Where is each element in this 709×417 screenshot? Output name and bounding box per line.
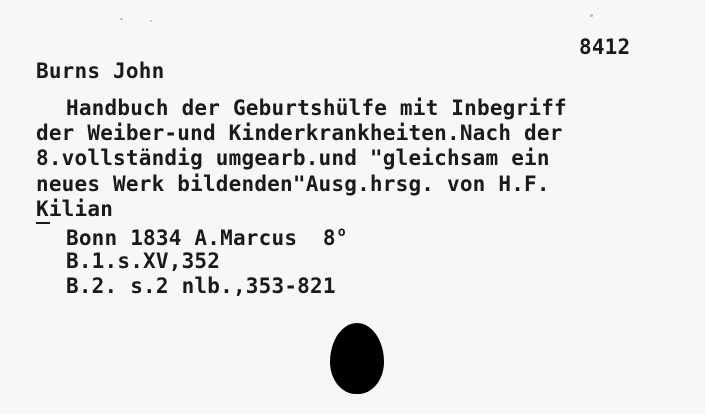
- format-superscript: o: [337, 225, 346, 240]
- punch-hole: [330, 323, 384, 394]
- author-heading: Burns John: [36, 59, 165, 83]
- title-line-3: 8.vollständig umgearb.und "gleichsam ein: [36, 146, 550, 170]
- paper-speck: [150, 20, 152, 22]
- volume-2-line: B.2. s.2 nlb.,353-821: [66, 274, 336, 298]
- imprint-text: Bonn 1834 A.Marcus 8: [66, 226, 336, 250]
- title-line-2: der Weiber-und Kinderkrankheiten.Nach der: [36, 121, 563, 145]
- paper-speck: [590, 14, 593, 17]
- volume-1-line: B.1.s.XV,352: [66, 249, 221, 273]
- underline-mark: [36, 222, 50, 224]
- card-edge-right: [705, 0, 709, 417]
- paper-speck: [120, 18, 123, 20]
- title-line-1: Handbuch der Geburtshülfe mit Inbegriff: [66, 96, 567, 120]
- title-line-5: Kilian: [36, 197, 114, 221]
- title-line-4: neues Werk bildenden"Ausg.hrsg. von H.F.: [36, 172, 550, 196]
- call-number: 8412: [579, 35, 631, 59]
